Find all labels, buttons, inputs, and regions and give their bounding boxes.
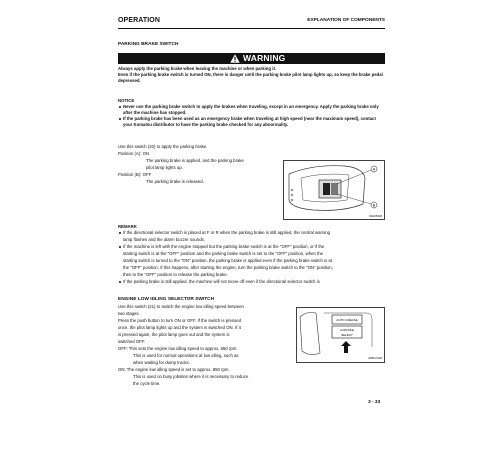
figure-label-low-idle: LOW IDLE [339,328,355,332]
position-a-desc: The parking brake is applied, and the parking brake [146,158,244,163]
remark-label: REMARK [118,224,137,229]
remark-line: If the directional selector switch is placed at F or R when the parking brake is still applied, the central warning [123,230,331,235]
warning-line: depressed. [118,78,141,83]
warning-icon [230,54,240,63]
warning-banner [118,53,385,64]
parking-brake-switch-figure [283,160,385,220]
idling-on-desc: This is used on busy jobsites where it is necessary to reduce [133,374,249,379]
figure-code: 9JH05433 [369,214,382,218]
idling-line: Press the push button to turn ON or OFF. If the switch is pressed [118,318,241,323]
remark-line: starting switch is at the "OFF" position and the parking brake switch is set to the "OFF" position, when the [123,251,324,256]
idling-on-label: ON: The engine low idling speed is set to approx. 850 rpm. [118,367,230,372]
remark-line: then to the "OFF" position to release the parking brake. [123,272,228,277]
idling-heading: ENGINE LOW IDLING SELECTOR SWITCH [118,297,215,302]
idling-off-desc: when waiting for dump trucks. [133,360,190,365]
idling-line: is pressed again, the pilot lamp goes out and the system is [118,332,230,337]
remark-line: If the parking brake is still applied, the machine will not move off even if the directional selector switch is [123,279,320,284]
bullet [119,281,121,283]
low-idling-switch-figure [296,307,385,363]
remark-line: starting switch is turned to the "ON" position, the parking brake is applied even if the parking brake switch is at [123,258,332,263]
idling-on-desc: the cycle time. [133,381,161,386]
page-header [118,17,385,29]
warning-label: WARNING [243,53,286,63]
figure-label-select: SELECT [341,333,353,337]
idling-line: once, the pilot lamp lights up and the system is switched ON. If it [118,325,241,330]
position-b-label: Position (B): OFF [118,172,152,177]
figure-label-auto-grease: AUTO GREASE [336,318,358,322]
section-title: OPERATION [118,17,160,24]
notice-line: If the parking brake has been used as an emergency brake when traveling at high speed (near the maximum speed), contact [123,116,376,121]
position-b-desc: The parking brake is released. [146,179,204,184]
notice-line: Never use the parking brake switch to apply the brakes when traveling, except in an emergency. Apply the parking brake only [123,104,379,109]
warning-line: Always apply the parking brake when leaving the machine or when parking it. [118,66,277,71]
figure-label-a: A [372,166,376,172]
notice-label: NOTICE [118,98,135,103]
idling-line: two stages. [118,311,140,316]
idling-off-desc: This is used for normal operations at low idling, such as [133,353,239,358]
notice-line: after the machine has stopped. [123,110,187,115]
bullet [119,118,121,120]
figure-label-b: B [372,202,376,208]
chapter-title: EXPLANATION OF COMPONENTS [307,18,385,23]
bullet [119,246,121,248]
remark-line: If the machine is left with the engine stopped but the parking brake switch is at the "OFF" position, or if the [123,244,325,249]
idling-off-label: OFF: This sets the engine low idling speed to approx. 650 rpm. [118,346,238,351]
warning-line: Even if the parking brake switch is turned ON, there is danger until the parking brake pilot lamp lights up, so keep the brake pedal [118,72,383,77]
page-number: 3 - 33 [368,400,381,405]
parking-brake-heading: PARKING BRAKE SWITCH [118,42,179,47]
idling-line: switched OFF. [118,339,146,344]
bullet [119,232,121,234]
remark-line: lamp flashes and the alarm buzzer sounds. [123,237,205,242]
parking-brake-intro: Use this switch (20) to apply the parking brake. [118,144,208,149]
position-a-label: Position (A): ON [118,151,150,156]
idling-line: Use this switch (21) to switch the engine low idling speed between [118,304,244,309]
figure-code: AW617420 [368,356,382,360]
position-a-desc: pilot lamp lights up. [146,165,183,170]
bullet [119,106,121,108]
remark-line: the "OFF" position. If this happens, after starting the engine, turn the parking brake switch to the "ON" position, [123,265,333,270]
notice-line: your Komatsu distributor to have the parking brake checked for any abnormality. [123,122,289,127]
